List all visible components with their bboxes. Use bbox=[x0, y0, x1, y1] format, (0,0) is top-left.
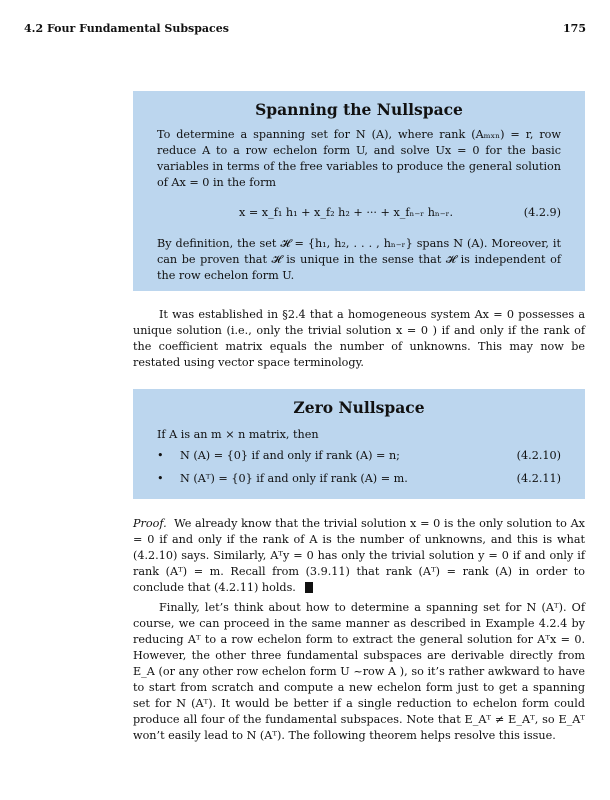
bullet-text: N (Aᵀ) = {0} if and only if rank (A) = m. bbox=[180, 472, 408, 485]
equation-number: (4.2.9) bbox=[523, 206, 561, 219]
proof-paragraph bbox=[133, 516, 585, 596]
box-intro-text: To determine a spanning set for N (A), where rank (Aₘₓₙ) = r, row reduce A to a row echelon form U, and solve Ux = 0 for the basic variables in terms of the free variables to produce the general solution of Ax = 0 in the form bbox=[157, 128, 561, 189]
bullet-text: N (A) = {0} if and only if rank (A) = n; bbox=[180, 449, 400, 462]
box-lead-text: If A is an m × n matrix, then bbox=[157, 428, 319, 441]
paragraph: Finally, let’s think about how to determine a spanning set for N (Aᵀ). Of course, we can proceed in the same manner as described in Example 4.2.4 by reducing Aᵀ to a row echelon form to extract the general solution for Aᵀx = 0. However, the other three fundamental subspaces are derivable directly from E_A (or any other row echelon form U ~row A ), so it’s rather awkward to have to start from scratch and compute a new echelon form just to get a spanning set for N (Aᵀ). It would be better if a single reduction to echelon form could produce all four of the fundamental subspaces. Note that E_Aᵀ ≠ E_Aᵀ, so E_Aᵀ won’t easily lead to N (Aᵀ). The following theorem helps resolve this issue. bbox=[133, 601, 585, 742]
paragraph: It was established in §2.4 that a homogeneous system Ax = 0 possesses a unique solution (i.e., only the trivial solution x = 0 ) if and only if the rank of the coefficient matrix equals the number of unknowns. This may now be restated using vector space terminology. bbox=[133, 308, 585, 369]
section-title: 4.2 Four Fundamental Subspaces bbox=[24, 22, 229, 35]
bullet-icon: • bbox=[157, 472, 164, 485]
page-number: 175 bbox=[563, 22, 586, 35]
box-title: Spanning the Nullspace bbox=[255, 100, 463, 119]
equation-text: x = x_f₁ h₁ + x_f₂ h₂ + ··· + x_fₙ₋ᵣ hₙ₋ᵣ. bbox=[239, 206, 454, 219]
equation-number: (4.2.11) bbox=[516, 472, 561, 485]
proof-label: Proof. bbox=[133, 517, 167, 530]
proof-text: We already know that the trivial solution x = 0 is the only solution to Ax = 0 if and only if the rank of A is the number of unknowns, and this is what (4.2.10) says. Similarly, Aᵀy = 0 has only the trivial solution y = 0 if and only if rank (Aᵀ) = m. Recall from (3.9.11) that rank (Aᵀ) = rank (A) in order to conclude that (4.2.11) holds. bbox=[133, 517, 585, 594]
equation-number: (4.2.10) bbox=[516, 449, 561, 462]
bullet-icon: • bbox=[157, 449, 164, 462]
qed-mark-icon bbox=[305, 582, 313, 593]
running-header bbox=[24, 22, 586, 38]
box-definition-text: By definition, the set 𝓗 = {h₁, h₂, . . . , hₙ₋ᵣ} spans N (A). Moreover, it can be proven that 𝓗 is unique in the sense that 𝓗 is independent of the row echelon form U. bbox=[157, 237, 561, 282]
box-title: Zero Nullspace bbox=[293, 398, 425, 417]
spanning-nullspace-box bbox=[133, 91, 585, 291]
zero-nullspace-box bbox=[133, 389, 585, 499]
